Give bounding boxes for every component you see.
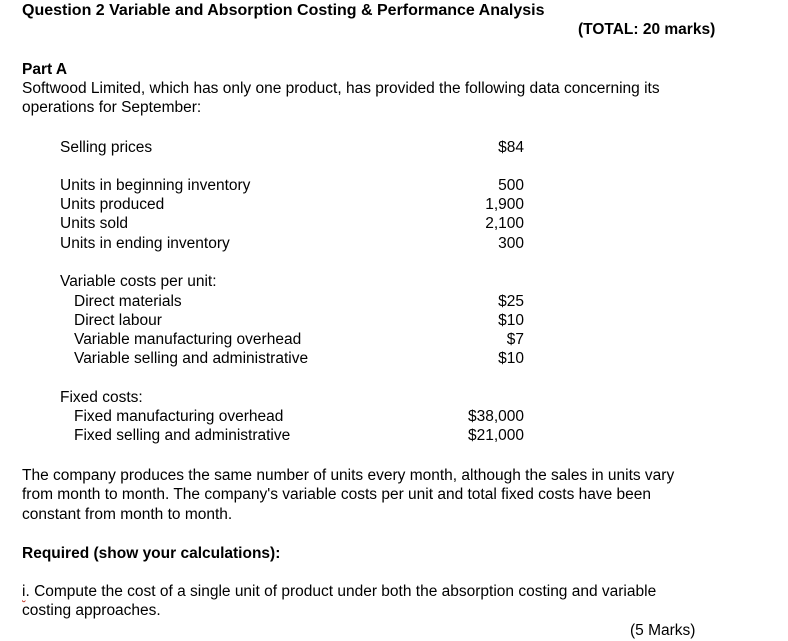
part-label: Part A [22,61,68,78]
note-line-2: from month to month. The company's variable costs per unit and total fixed costs have been [22,486,652,503]
row-label: Units in ending inventory [60,235,230,252]
row-label: Units sold [60,215,129,232]
row-value: $10 [498,312,524,329]
row-label: Selling prices [60,139,153,156]
row-label: Fixed selling and administrative [74,427,291,444]
row-value: $10 [498,350,524,367]
row-label: Direct labour [74,312,162,329]
total-marks: (TOTAL: 20 marks) [578,21,716,38]
required-heading: Required (show your calculations): [22,545,281,562]
row-value: 300 [498,235,524,252]
row-label: Fixed manufacturing overhead [74,408,284,425]
row-label: Variable selling and administrative [74,350,309,367]
fixed-costs-heading: Fixed costs: [60,389,143,406]
intro-line-1: Softwood Limited, which has only one product, has provided the following data concerning its [22,80,660,97]
row-value: $84 [498,139,524,156]
question-i-line-1: . Compute the cost of a single unit of product under both the absorption costing and variable [25,583,657,600]
row-value: 2,100 [485,215,524,232]
question-i-line-2: costing approaches. [22,602,161,619]
row-value: $7 [506,331,524,348]
row-label: Units in beginning inventory [60,177,251,194]
row-label: Variable manufacturing overhead [74,331,302,348]
marks: (5 Marks) [630,622,696,639]
row-value: $38,000 [467,408,524,425]
row-value: 500 [498,177,524,194]
variable-costs-heading: Variable costs per unit: [60,273,217,290]
intro-line-2: operations for September: [22,99,202,116]
question-title: Question 2 Variable and Absorption Costing & Performance Analysis [22,2,545,19]
row-label: Units produced [60,196,165,213]
row-value: $25 [498,293,524,310]
row-value: 1,900 [485,196,524,213]
row-label: Direct materials [74,293,182,310]
question-i [22,582,656,601]
row-value: $21,000 [467,427,524,444]
note-line-1: The company produces the same number of units every month, although the sales in units vary [22,467,675,484]
question-numeral: i [22,583,26,600]
note-line-3: constant from month to month. [22,506,233,523]
